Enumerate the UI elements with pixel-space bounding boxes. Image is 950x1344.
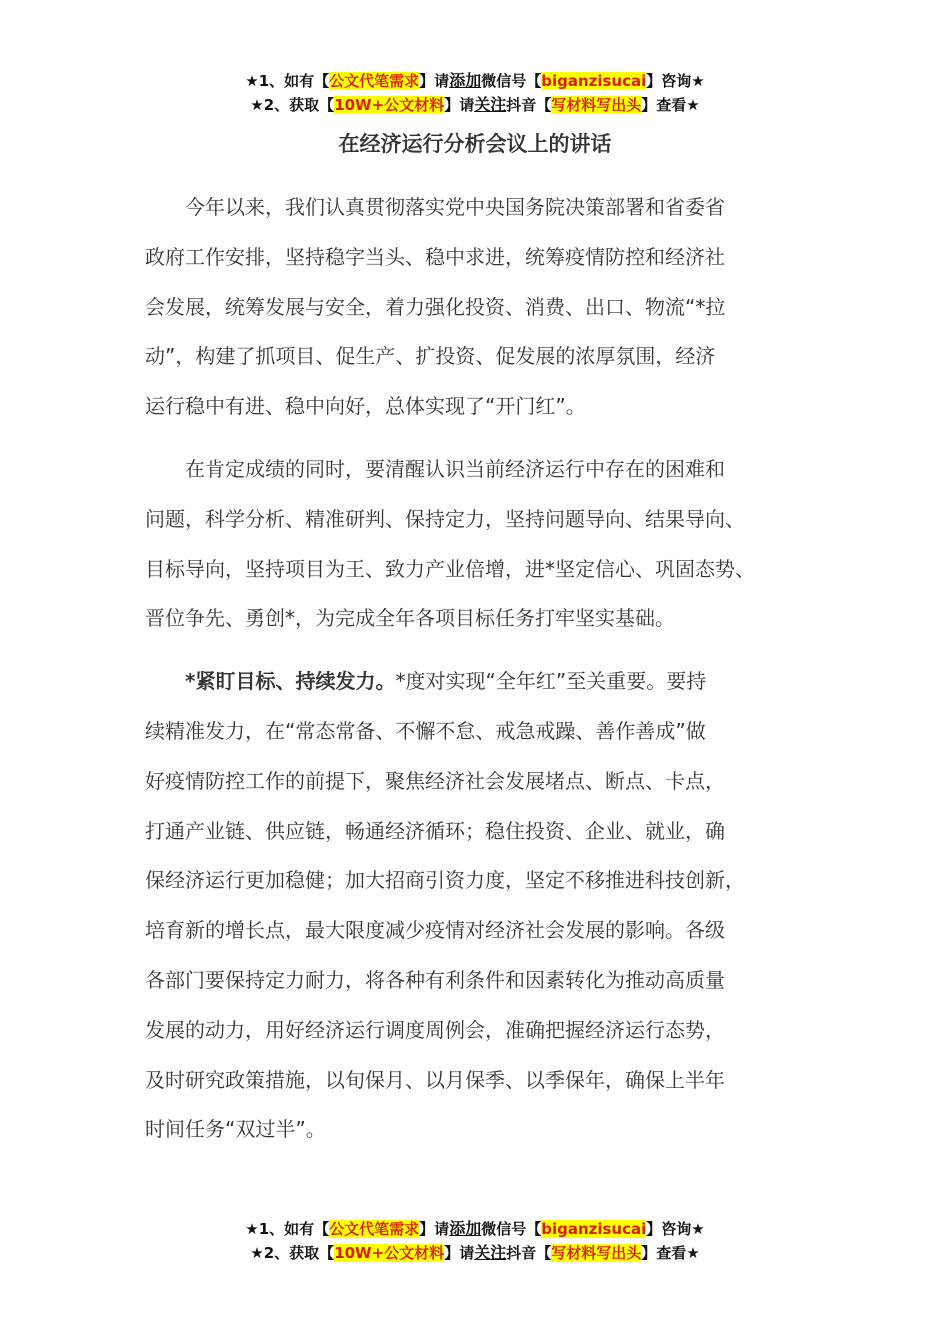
text-line: 在肯定成绩的同时，要清醒认识当前经济运行中存在的困难和 bbox=[185, 456, 725, 481]
section-lead: *紧盯目标、持续发力。 bbox=[185, 669, 396, 694]
text-line: 时间任务“双过半”。 bbox=[145, 1117, 326, 1142]
promo-text: 】请 bbox=[419, 1220, 450, 1238]
promo-text: ★1、如有【 bbox=[245, 72, 330, 90]
promo-line-2 bbox=[0, 93, 950, 117]
text-line: 运行稳中有进、稳中向好，总体实现了“开门红”。 bbox=[145, 394, 586, 419]
paragraph-2 bbox=[145, 445, 813, 644]
promo-highlight: 公文代笔需求 bbox=[329, 72, 420, 90]
promo-text: ★1、如有【 bbox=[245, 1220, 330, 1238]
text-line: 打通产业链、供应链，畅通经济循环；稳住投资、企业、就业，确 bbox=[145, 818, 725, 843]
text-line: 目标导向，坚持项目为王、致力产业倍增，进*坚定信心、巩固态势、 bbox=[145, 556, 755, 581]
promo-highlight: 公文代笔需求 bbox=[329, 1220, 420, 1238]
promo-text: 】咨询★ bbox=[646, 1220, 705, 1238]
promo-line-1 bbox=[0, 69, 950, 93]
promo-emphasis: 关注 bbox=[474, 1243, 507, 1262]
promo-text: 抖音【 bbox=[506, 96, 552, 114]
promo-text: 】请 bbox=[444, 1244, 475, 1262]
text-line: 晋位争先、勇创*，为完成全年各项目标任务打牢坚实基础。 bbox=[145, 606, 675, 631]
promo-emphasis: 关注 bbox=[474, 95, 507, 114]
promo-highlight: 10W+公文材料 bbox=[334, 96, 445, 114]
paragraph-1 bbox=[145, 183, 813, 432]
footer-promo-banner bbox=[0, 1217, 950, 1265]
promo-text: 微信号【 bbox=[481, 1220, 542, 1238]
promo-highlight: 10W+公文材料 bbox=[334, 1244, 445, 1262]
text-line: 今年以来，我们认真贯彻落实党中央国务院决策部署和省委省 bbox=[185, 195, 725, 219]
paragraph-3 bbox=[145, 657, 813, 1155]
text-run: *度对实现“全年红”至关重要。要持 bbox=[395, 669, 707, 694]
text-line: 续精准发力，在“常态常备、不懈不怠、戒急戒躁、善作善成”做 bbox=[145, 718, 706, 743]
document-title: 在经济运行分析会议上的讲话 bbox=[338, 132, 612, 156]
text-line: 各部门要保持定力耐力，将各种有利条件和因素转化为推动高质量 bbox=[145, 967, 725, 992]
text-line: 及时研究政策措施，以旬保月、以月保季、以季保年，确保上半年 bbox=[145, 1067, 725, 1092]
promo-text: 】请 bbox=[444, 96, 475, 114]
promo-wechat-id: biganzisucai bbox=[541, 1220, 647, 1238]
promo-line-2 bbox=[0, 1241, 950, 1265]
promo-text: 】请 bbox=[419, 72, 450, 90]
promo-wechat-id: biganzisucai bbox=[541, 72, 647, 90]
promo-emphasis: 添加 bbox=[449, 1219, 482, 1238]
promo-text: 】咨询★ bbox=[646, 72, 705, 90]
text-line: 动”，构建了抓项目、促生产、扩投资、促发展的浓厚氛围，经济 bbox=[145, 344, 716, 369]
promo-emphasis: 添加 bbox=[449, 71, 482, 90]
text-line bbox=[145, 657, 813, 707]
text-line: 保经济运行更加稳健；加大招商引资力度，坚定不移推进科技创新， bbox=[145, 868, 745, 893]
text-line: 问题，科学分析、精准研判、保持定力，坚持问题导向、结果导向、 bbox=[145, 506, 745, 531]
text-line: 会发展，统筹发展与安全，着力强化投资、消费、出口、物流“*拉 bbox=[145, 294, 726, 319]
promo-text: 抖音【 bbox=[506, 1244, 552, 1262]
promo-text: ★2、获取【 bbox=[250, 96, 335, 114]
promo-douyin-id: 写材料写出头 bbox=[551, 96, 642, 114]
text-line: 发展的动力，用好经济运行调度周例会，准确把握经济运行态势， bbox=[145, 1017, 725, 1042]
text-line: 培育新的增长点，最大限度减少疫情对经济社会发展的影响。各级 bbox=[145, 918, 725, 943]
promo-text: 】查看★ bbox=[641, 1244, 700, 1262]
document-body bbox=[145, 183, 813, 1168]
text-line: 好疫情防控工作的前提下，聚焦经济社会发展堵点、断点、卡点， bbox=[145, 768, 725, 793]
text-line: 政府工作安排，坚持稳字当头、稳中求进，统筹疫情防控和经济社 bbox=[145, 244, 725, 269]
header-promo-banner bbox=[0, 69, 950, 117]
promo-line-1 bbox=[0, 1217, 950, 1241]
promo-text: 微信号【 bbox=[481, 72, 542, 90]
promo-douyin-id: 写材料写出头 bbox=[551, 1244, 642, 1262]
promo-text: ★2、获取【 bbox=[250, 1244, 335, 1262]
promo-text: 】查看★ bbox=[641, 96, 700, 114]
